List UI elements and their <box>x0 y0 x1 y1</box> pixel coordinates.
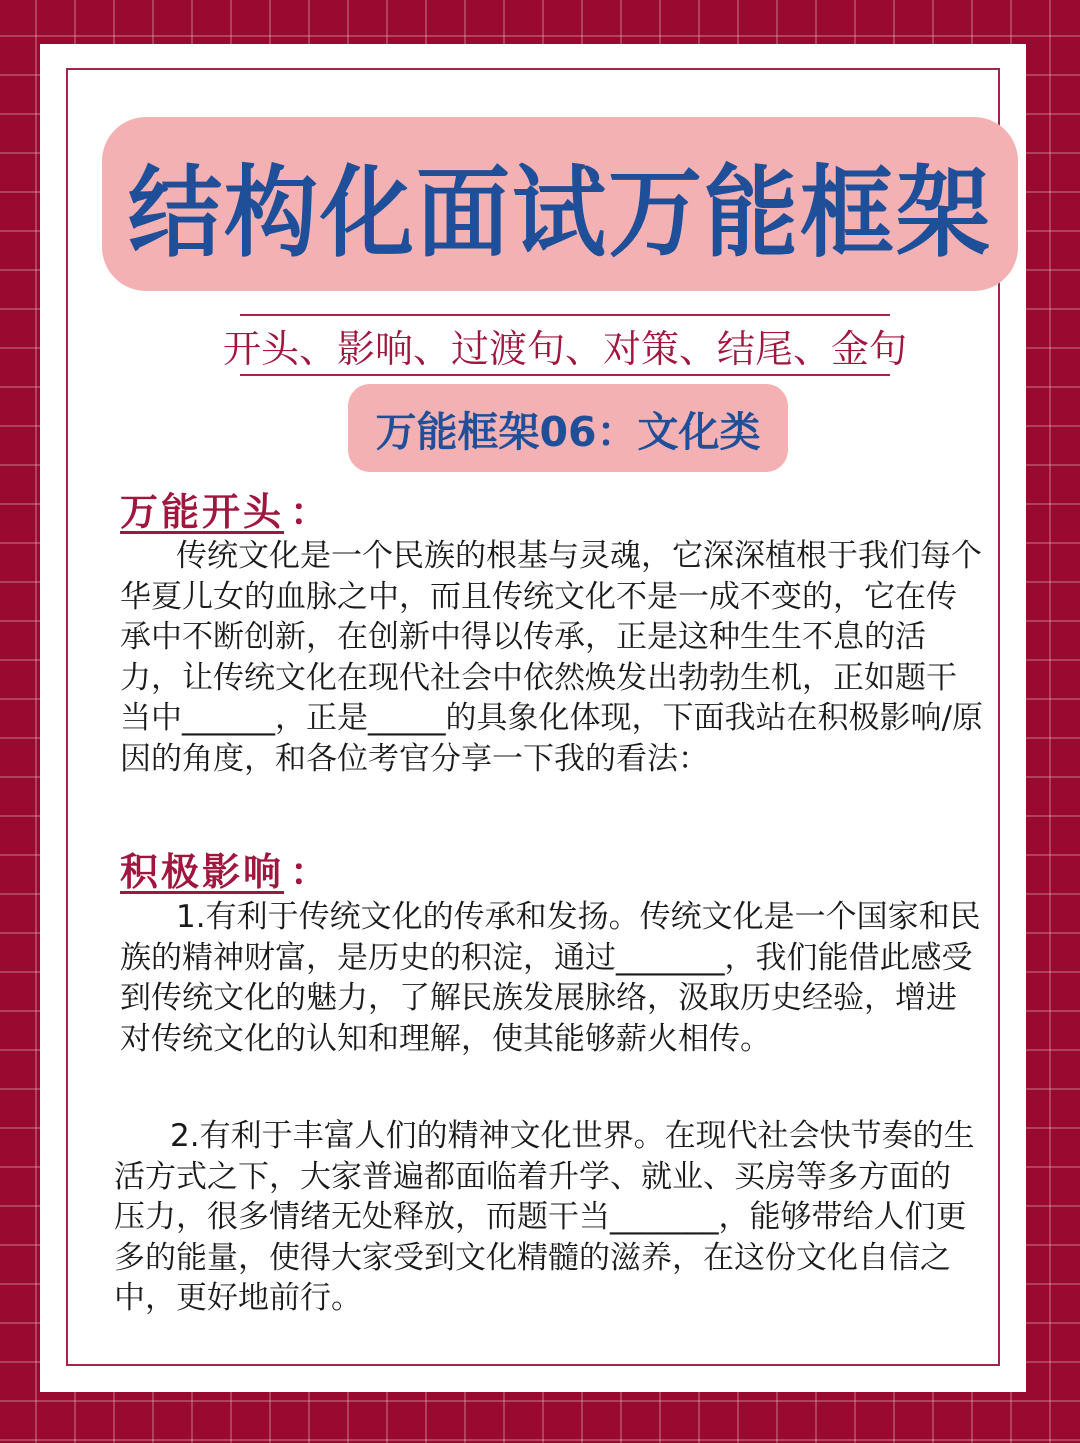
impact-paragraph-2: 2.有利于丰富人们的精神文化世界。在现代社会快节奏的生活方式之下，大家普遍都面临着升学、就业、买房等多方面的压力，很多情绪无处释放，而题干当_______，能够带给人们更多的能量，使得大家受到文化精髓的滋养，在这份文化自信之中，更好地前行。 <box>114 1118 975 1317</box>
content-card <box>40 44 1026 1392</box>
impact-paragraph-1: 1.有利于传统文化的传承和发扬。传统文化是一个国家和民族的精神财富，是历史的积淀，通过_______，我们能借此感受到传统文化的魅力，了解民族发展脉络，汲取历史经验，增进对传统文化的认知和理解，使其能够薪火相传。 <box>120 899 981 1057</box>
section-heading-positive-impact <box>120 848 328 896</box>
subtitle: 开头、影响、过渡句、对策、结尾、金句 <box>223 326 908 371</box>
section-heading-colon: ： <box>290 850 329 894</box>
inner-frame <box>66 68 1000 1366</box>
title-banner <box>102 117 1018 291</box>
page-title: 结构化面试万能框架 <box>127 156 992 271</box>
section-heading-label: 积极影响 <box>120 850 285 894</box>
opening-paragraph: 传统文化是一个民族的根基与灵魂，它深深植根于我们每个华夏儿女的血脉之中，而且传统文化不是一成不变的，它在传承中不断创新，在创新中得以传承，正是这种生生不息的活力，让传统文化在现代社会中依然焕发出勃勃生机，正如题干当中______，正是_____的具象化体现，下面我站在积极影响/原因的角度，和各位考官分享一下我的看法： <box>120 538 983 777</box>
subtitle-top-rule <box>240 314 890 316</box>
section-heading-opening <box>120 488 328 536</box>
subtitle-bottom-rule <box>240 374 890 376</box>
section-heading-label: 万能开头 <box>120 490 285 534</box>
framework-badge: 万能框架06：文化类 <box>348 384 788 472</box>
section-heading-colon: ： <box>290 490 329 534</box>
